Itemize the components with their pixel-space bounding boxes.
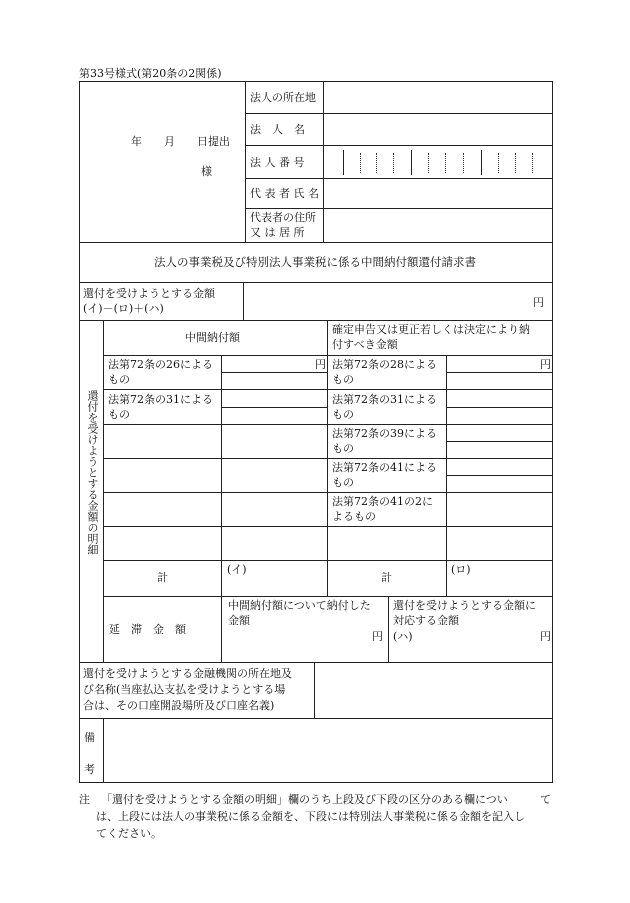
bank-label-line1: 還付を受けようとする金融機関の所在地及 — [83, 667, 292, 680]
label-corporate-name: 法 人 名 — [250, 123, 305, 136]
left-row-line — [103, 424, 327, 425]
late-corr-label-line2: 対応する金額 — [393, 614, 459, 627]
late-payment-label: 延 滞 金 額 — [109, 623, 186, 636]
left-row-line — [103, 458, 327, 459]
detail-side-divider — [103, 320, 104, 662]
detail-total-line — [103, 560, 553, 561]
refund-amount-field[interactable] — [244, 283, 530, 319]
detail-side-label: 還付を受けようとする金額の明細 — [86, 390, 99, 555]
mark-ha: (ハ) — [393, 630, 413, 643]
total-right-divider — [446, 560, 447, 596]
right-row-label-41-2-cont: よるもの — [332, 510, 376, 523]
label-representative-name: 代 表 者 氏 名 — [250, 187, 319, 200]
bank-label-line3: 合は、その口座開設場所及び口座名義) — [83, 699, 275, 712]
addressee-sama: 様 — [201, 165, 212, 178]
right-row-label-31: 法第72条の31による — [332, 393, 437, 406]
right-row-label-31-cont: もの — [332, 408, 354, 421]
left-split-line — [221, 372, 327, 373]
label-corporate-number: 法 人 番 号 — [250, 156, 305, 169]
label-representative-residence: 又 は 居 所 — [250, 226, 305, 239]
refund-amount-formula: (イ)－(ロ)＋(ハ) — [83, 302, 164, 315]
right-split-line — [446, 475, 553, 476]
note-line1: 「還付を受けようとする金額の明細」欄のうち上段及び下段の区分のある欄につい — [101, 793, 508, 806]
right-row-label-41: 法第72条の41による — [332, 461, 437, 474]
left-row-line — [103, 526, 327, 527]
corporate-name-field[interactable] — [324, 114, 552, 145]
right-split-line — [446, 407, 553, 408]
note-line1-tail: て — [540, 793, 551, 806]
payable-amount-header-line1: 確定申告又は更正若しくは決定により納 — [332, 323, 530, 336]
left-row-label-26: 法第72条の26による — [108, 358, 213, 371]
left-row-label-31-cont: もの — [108, 408, 130, 421]
note-line2: は、上段には法人の事業税に係る金額を、下段には特別法人事業税に係る金額を記入し — [96, 810, 525, 823]
right-row-line — [327, 424, 553, 425]
right-row-line — [327, 526, 553, 527]
left-row-line — [103, 492, 327, 493]
header-row-line — [245, 145, 553, 146]
late-divider — [388, 596, 389, 662]
detail-late-line — [103, 596, 553, 597]
total-left-divider — [221, 560, 222, 662]
header-divider — [245, 81, 246, 242]
frame-right — [552, 81, 553, 783]
remarks-label-1: 備 — [84, 731, 95, 744]
right-row-line — [327, 492, 553, 493]
refund-amount-unit: 円 — [533, 296, 544, 309]
left-total-label: 計 — [157, 571, 168, 584]
right-split-line — [446, 372, 553, 373]
header-bottom-line — [79, 242, 553, 243]
right-row-label-41-2: 法第72条の41の2に — [332, 495, 433, 508]
right-row-label-39-cont: もの — [332, 442, 354, 455]
late-paid-yen: 円 — [372, 630, 383, 643]
representative-name-field[interactable] — [324, 179, 552, 208]
note-line3: てください。 — [96, 827, 162, 840]
refund-amount-label: 還付を受けようとする金額 — [83, 287, 215, 300]
late-corr-label-line1: 還付を受けようとする金額に — [393, 599, 536, 612]
form-number: 第33号様式(第20条の2関係) — [79, 67, 222, 80]
late-paid-label-line2: 金額 — [228, 614, 250, 627]
label-representative-address: 代表者の住所 — [250, 211, 316, 224]
remarks-field[interactable] — [104, 719, 552, 782]
left-row-line — [103, 389, 327, 390]
right-total-label: 計 — [381, 571, 392, 584]
bank-label-line2: び名称(当座払込支払を受けようとする場 — [83, 683, 286, 696]
right-row-label-28: 法第72条の28による — [332, 358, 437, 371]
interim-payment-header: 中間納付額 — [185, 331, 240, 344]
remarks-label-2: 考 — [84, 763, 95, 776]
right-row-line — [327, 458, 553, 459]
detail-header-line — [103, 355, 553, 356]
mark-i: (イ) — [227, 563, 247, 576]
left-yen-unit: 円 — [315, 358, 326, 371]
bank-field[interactable] — [315, 663, 552, 718]
refund-amount-bottom-line — [79, 320, 553, 321]
right-row-label-28-cont: もの — [332, 373, 354, 386]
late-corr-yen: 円 — [540, 630, 551, 643]
label-corporate-address: 法人の所在地 — [250, 91, 316, 104]
left-row-label-31: 法第72条の31による — [108, 393, 213, 406]
left-row-label-26-cont: もの — [108, 373, 130, 386]
payable-amount-header-line2: 付すべき金額 — [332, 338, 398, 351]
left-split-line — [221, 407, 327, 408]
frame-bottom — [79, 782, 553, 783]
right-row-label-39: 法第72条の39による — [332, 427, 437, 440]
note-prefix: 注 — [79, 793, 90, 806]
right-row-line — [327, 389, 553, 390]
frame-left — [79, 81, 80, 783]
representative-address-field[interactable] — [324, 209, 552, 242]
form-title: 法人の事業税及び特別法人事業税に係る中間納付額還付請求書 — [154, 255, 476, 269]
mark-ro: (ロ) — [451, 563, 471, 576]
late-paid-label-line1: 中間納付額について納付した — [228, 599, 371, 612]
right-split-line — [446, 441, 553, 442]
submission-date: 年 月 日提出 — [131, 135, 230, 148]
corporate-address-field[interactable] — [324, 82, 552, 113]
right-yen-unit: 円 — [540, 358, 551, 371]
right-row-label-41-cont: もの — [332, 476, 354, 489]
